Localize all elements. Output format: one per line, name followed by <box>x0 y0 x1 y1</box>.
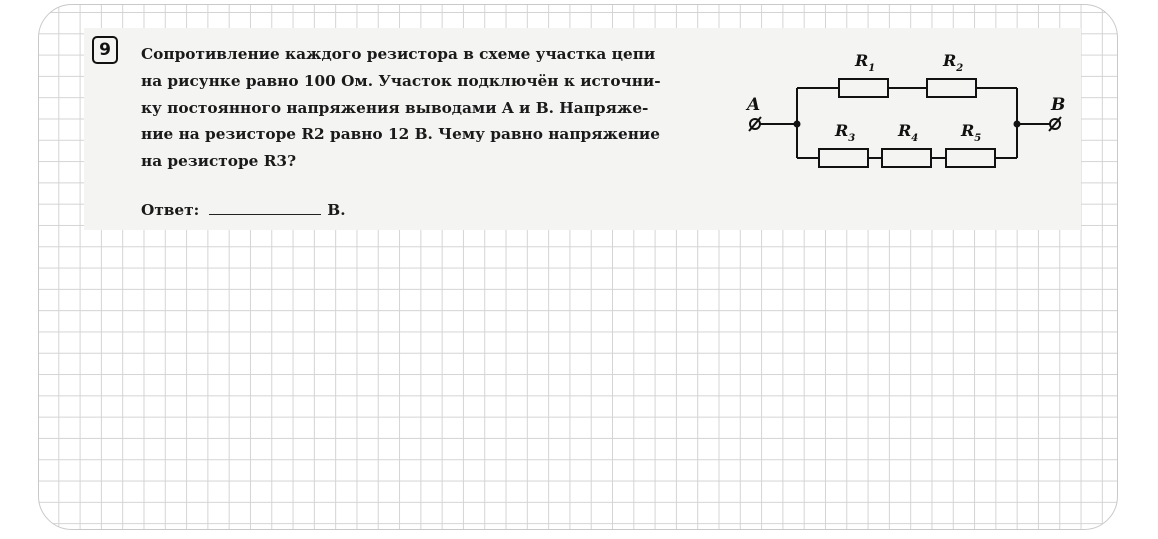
answer-unit: В. <box>327 201 346 219</box>
problem-line: Сопротивление каждого резистора в схеме участка цепи <box>141 45 656 63</box>
resistor-label-r5: $R_5$ <box>961 121 982 144</box>
answer-label: Ответ: <box>141 201 200 219</box>
junction-left <box>794 121 801 128</box>
problem-line: на рисунке равно 100 Ом. Участок подключён к источни- <box>141 71 661 90</box>
resistor-r1 <box>839 79 888 97</box>
terminal-a-label: A <box>747 95 761 115</box>
resistor-r5 <box>946 149 995 167</box>
problem-line: ние на резисторе R2 равно 12 В. Чему равно напряжение <box>141 125 660 144</box>
junction-right <box>1014 121 1021 128</box>
resistor-label-r3: $R_3$ <box>835 121 856 144</box>
problem-text <box>141 41 716 175</box>
problem-line: ку постоянного напряжения выводами A и B. Напряже- <box>141 98 649 117</box>
answer-row <box>141 201 346 219</box>
circuit-diagram <box>735 44 1070 179</box>
resistor-label-r2: $R_2$ <box>943 51 964 74</box>
problem-line: на резисторе R3? <box>141 152 297 171</box>
resistor-r3 <box>819 149 868 167</box>
resistor-r2 <box>927 79 976 97</box>
resistor-label-r1: $R_1$ <box>855 51 876 74</box>
answer-blank[interactable] <box>209 202 321 215</box>
problem-number: 9 <box>92 36 118 64</box>
resistor-r4 <box>882 149 931 167</box>
terminal-b-label: B <box>1051 95 1066 115</box>
resistor-label-r4: $R_4$ <box>898 121 919 144</box>
